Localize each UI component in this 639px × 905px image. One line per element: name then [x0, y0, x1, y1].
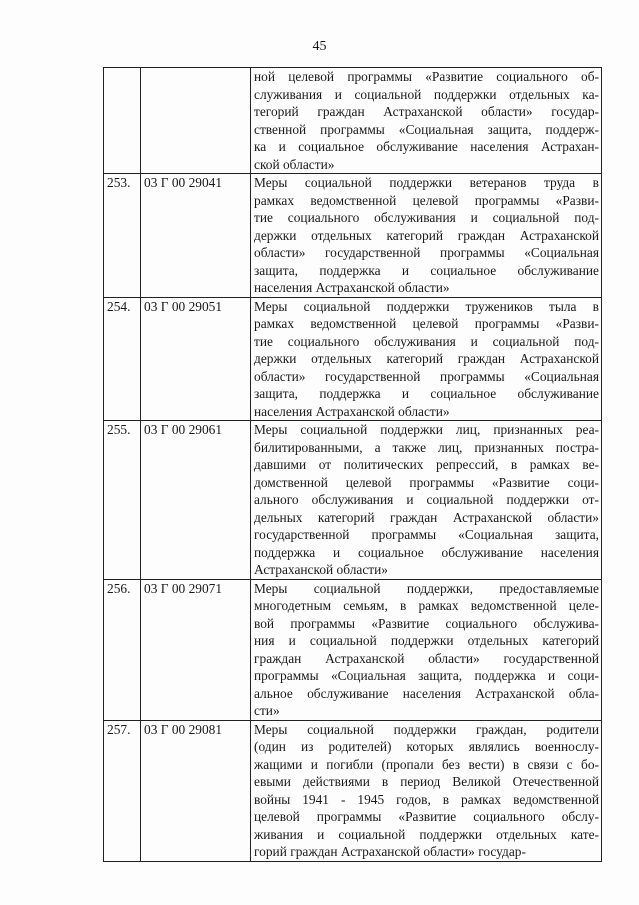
expense-description — [251, 68, 602, 174]
expense-description — [251, 297, 602, 421]
description-line: горий граждан Астраханской области» государ- — [254, 844, 526, 859]
description-line: войны 1941 - 1945 годов, в рамках ведомственной — [254, 791, 599, 807]
classification-code: 03 Г 00 29051 — [141, 297, 251, 421]
table-row — [104, 174, 602, 298]
description-line: граждан Астраханской области» государственной — [254, 650, 599, 666]
description-line: альное обслуживание населения Астраханской обла- — [254, 685, 599, 701]
description-line: государственной программы «Социальная защита, — [254, 527, 599, 542]
description-line: ния и социальной поддержки отдельных категорий — [254, 633, 599, 648]
table-row — [104, 297, 602, 421]
budget-classification-table — [103, 67, 602, 862]
description-line: ального обслуживания и социальной поддержки от- — [254, 492, 599, 507]
expense-description — [251, 720, 602, 861]
classification-code — [141, 68, 251, 174]
classification-code: 03 Г 00 29061 — [141, 421, 251, 580]
description-line: ной целевой программы «Развитие социального об- — [254, 69, 599, 84]
description-line: ка и социальное обслуживание населения Астрахан- — [254, 139, 599, 154]
table-row — [104, 68, 602, 174]
description-line: держки отдельных категорий граждан Астраханской — [254, 351, 599, 366]
description-line: защита, поддержка и социальное обслуживание — [254, 262, 599, 278]
expense-description — [251, 579, 602, 720]
description-line: ственной программы «Социальная защита, поддерж- — [254, 121, 599, 137]
description-line: тегорий граждан Астраханской области» государ- — [254, 104, 599, 119]
row-number: 254. — [104, 297, 141, 421]
table-row — [104, 421, 602, 580]
description-line: ской области» — [254, 156, 335, 172]
page-number: 45 — [312, 39, 327, 54]
description-line: дельных категорий граждан Астраханской области» — [254, 509, 599, 525]
row-number — [104, 68, 141, 174]
description-line: служивания и социальной поддержки отдельных ка- — [254, 86, 599, 102]
description-line: жащими и погибли (пропали без вести) в связи с бо- — [254, 756, 599, 772]
description-line: Меры социальной поддержки ветеранов труда в — [254, 175, 599, 190]
description-line: области» государственной программы «Социальная — [254, 245, 599, 260]
expense-description — [251, 421, 602, 580]
expense-description — [251, 174, 602, 298]
classification-code: 03 Г 00 29071 — [141, 579, 251, 720]
description-line: населения Астраханской области» — [254, 280, 450, 295]
description-line: Меры социальной поддержки лиц, признанных реа- — [254, 422, 599, 437]
description-line: Астраханской области» — [254, 562, 388, 577]
description-line: рамках ведомственной целевой программы «Разви- — [254, 192, 599, 208]
table-row — [104, 579, 602, 720]
description-line: программы «Социальная защита, поддержка и соци- — [254, 668, 599, 683]
description-line: живания и социальной поддержки отдельных кате- — [254, 826, 599, 842]
description-line: целевой программы «Развитие социального обслу- — [254, 809, 599, 824]
row-number: 253. — [104, 174, 141, 298]
description-line: вой программы «Развитие социального обслужива- — [254, 615, 599, 631]
description-line: евыми действиями в период Великой Отечественной — [254, 774, 599, 789]
description-line: держки отдельных категорий граждан Астраханской — [254, 227, 599, 243]
description-line: давшими от политических репрессий, в рамках ве- — [254, 457, 599, 472]
description-line: рамках ведомственной целевой программы «Разви- — [254, 316, 599, 331]
table-row — [104, 720, 602, 861]
description-line: области» государственной программы «Социальная — [254, 368, 599, 384]
row-number: 255. — [104, 421, 141, 580]
description-line: Меры социальной поддержки тружеников тыла в — [254, 298, 599, 314]
description-line: Меры социальной поддержки, предоставляемые — [254, 580, 599, 596]
description-line: многодетным семьям, в рамках ведомственной целе- — [254, 598, 599, 613]
description-line: билитированными, а также лиц, признанных постра- — [254, 439, 599, 455]
description-line: тие социального обслуживания и социальной под- — [254, 333, 599, 349]
row-number: 257. — [104, 720, 141, 861]
description-line: населения Астраханской области» — [254, 403, 450, 419]
classification-code: 03 Г 00 29081 — [141, 720, 251, 861]
description-line: сти» — [254, 703, 280, 718]
description-line: тие социального обслуживания и социальной под- — [254, 210, 599, 225]
row-number: 256. — [104, 579, 141, 720]
description-line: Меры социальной поддержки граждан, родители — [254, 721, 599, 737]
description-line: поддержка и социальное обслуживание населения — [254, 544, 599, 560]
classification-code: 03 Г 00 29041 — [141, 174, 251, 298]
description-line: (один из родителей) которых являлись военнослу- — [254, 739, 599, 754]
description-line: домственной целевой программы «Развитие соци- — [254, 474, 599, 490]
description-line: защита, поддержка и социальное обслуживание — [254, 386, 599, 401]
